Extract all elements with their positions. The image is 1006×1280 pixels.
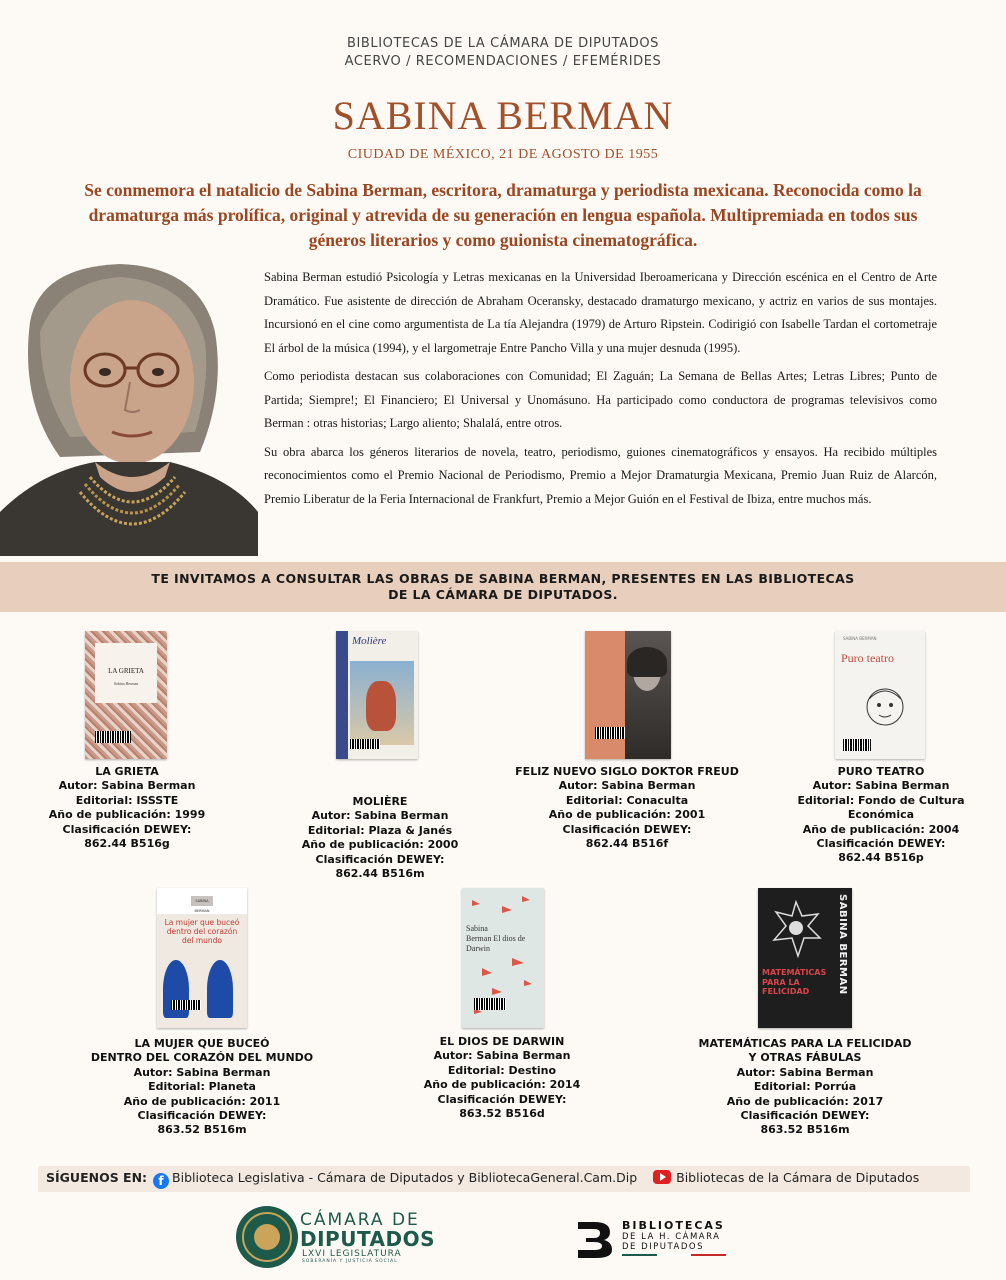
book-dewey: 862.44 B516g: [84, 837, 170, 851]
book-author: Autor: Sabina Berman: [133, 1065, 271, 1079]
book-dewey: 863.52 B516m: [760, 1123, 850, 1137]
invitation-text: [0, 571, 1006, 603]
book-publisher: Editorial: Conaculta: [565, 793, 689, 807]
camara-line-4: SOBERANÍA Y JUSTICIA SOCIAL: [302, 1259, 398, 1264]
book-classification-label: Clasificación DEWEY:: [137, 1109, 267, 1123]
flag-stripe: [622, 1254, 726, 1256]
book-dewey: 862.44 B516f: [585, 837, 669, 851]
cover-title: Berman El dios de Darwin: [466, 934, 526, 953]
book-title: MOLIÈRE: [352, 795, 408, 808]
book-year: Año de publicación: 2004: [802, 822, 960, 836]
header-line-2: ACERVO / RECOMENDACIONES / EFEMÉRIDES: [344, 54, 662, 69]
biography: [264, 266, 937, 516]
book-classification-label: Clasificación DEWEY:: [816, 837, 946, 851]
camara-seal-logo: [236, 1206, 298, 1268]
book-cover-el-dios-de-darwin[interactable]: [462, 888, 544, 1028]
book-title-line-1: MATEMÁTICAS PARA LA FELICIDAD: [698, 1037, 912, 1050]
invitation-line-2: DE LA CÁMARA DE DIPUTADOS.: [388, 587, 618, 602]
book-dewey: 863.52 B516m: [157, 1123, 247, 1137]
book-year: Año de publicación: 2011: [123, 1094, 281, 1108]
book-title-line-1: LA MUJER QUE BUCEÓ: [134, 1037, 270, 1050]
book-publisher: Editorial: Porrúa: [753, 1080, 857, 1094]
barcode: [595, 727, 625, 739]
bibliotecas-logo-icon: [574, 1220, 616, 1260]
author-portrait: [0, 262, 258, 556]
book-info-puro-teatro: [765, 765, 997, 866]
book-dewey: 862.44 B516p: [838, 851, 924, 865]
barcode: [171, 1000, 201, 1010]
barcode: [350, 739, 380, 749]
book-info-matematicas-felicidad: [680, 1037, 930, 1138]
book-title: LA GRIETA: [95, 765, 159, 778]
cover-title: La mujer que buceó dentro del corazón del mundo: [164, 918, 240, 945]
lead-paragraph: Se conmemora el natalicio de Sabina Berman, escritora, dramaturga y periodista mexicana. Reconocida como la dramaturga más prolífica, original y atrevida de su generación en lengua española. Multipremiada en todos sus géneros literarios y como guionista cinematográfica.: [84, 180, 922, 250]
book-publisher: Editorial: Destino: [447, 1063, 557, 1077]
book-classification-label: Clasificación DEWEY:: [437, 1092, 567, 1106]
facebook-icon[interactable]: f: [153, 1173, 169, 1189]
cover-author: SABINA BERMAN: [837, 894, 848, 995]
youtube-link[interactable]: Bibliotecas de la Cámara de Diputados: [676, 1170, 920, 1185]
camara-line-2: DIPUTADOS: [300, 1227, 436, 1251]
cover-author: SABINA BERMAN: [843, 636, 877, 641]
book-classification-label: Clasificación DEWEY:: [315, 852, 445, 866]
bib-line-3: DE DIPUTADOS: [622, 1242, 704, 1252]
youtube-icon[interactable]: [653, 1170, 671, 1184]
facebook-link[interactable]: Biblioteca Legislativa - Cámara de Diputados y BibliotecaGeneral.Cam.Dip: [172, 1170, 638, 1185]
book-cover-matematicas-felicidad[interactable]: [758, 888, 852, 1028]
cover-title: Puro teatro: [841, 651, 894, 665]
follow-label: SÍGUENOS EN:: [46, 1170, 148, 1185]
birth-info: CIUDAD DE MÉXICO, 21 DE AGOSTO DE 1955: [347, 147, 659, 162]
book-title-line-2: DENTRO DEL CORAZÓN DEL MUNDO: [90, 1051, 314, 1065]
book-year: Año de publicación: 2001: [548, 808, 706, 822]
book-info-feliz-nuevo-siglo: [505, 765, 749, 851]
camara-line-1: CÁMARA DE: [300, 1210, 420, 1230]
bio-paragraph-3: Su obra abarca los géneros literarios de novela, teatro, periodismo, guiones cinematográficos y ensayos. Ha recibido múltiples reconocimientos como el Premio Nacional de Periodismo, Premio a Mejor Dramaturgia Mexicana, Premio Juan Ruiz de Alarcón, Premio Liberatur de la Feria Internacional de Frankfurt, Premio a Mejor Guión en el Festival de Ibiza, entre muchos más.: [264, 444, 937, 506]
book-author: Autor: Sabina Berman: [311, 809, 449, 823]
book-publisher: Editorial: Plaza & Janés: [307, 823, 453, 837]
book-cover-feliz-nuevo-siglo[interactable]: [585, 631, 671, 759]
barcode: [474, 998, 506, 1010]
bib-line-1: BIBLIOTECAS: [622, 1219, 725, 1232]
cover-author: Sabina: [466, 924, 488, 933]
book-publisher: Editorial: Planeta: [148, 1080, 256, 1094]
book-year: Año de publicación: 1999: [48, 808, 206, 822]
social-links: [46, 1170, 919, 1189]
bib-line-2: DE LA H. CÁMARA: [622, 1232, 721, 1242]
camara-wordmark: [300, 1212, 450, 1264]
book-classification-label: Clasificación DEWEY:: [62, 822, 192, 836]
book-year: Año de publicación: 2014: [423, 1078, 581, 1092]
bibliotecas-wordmark: [622, 1220, 772, 1256]
book-info-la-mujer-que-buceo: [72, 1037, 332, 1138]
cover-author: SABINA BERMAN: [191, 896, 213, 906]
book-year: Año de publicación: 2017: [726, 1094, 884, 1108]
book-title: FELIZ NUEVO SIGLO DOKTOR FREUD: [515, 765, 739, 778]
book-year: Año de publicación: 2000: [301, 838, 459, 852]
book-classification-label: Clasificación DEWEY:: [562, 822, 692, 836]
page-title: SABINA BERMAN: [332, 93, 674, 138]
book-publisher: Editorial: Fondo de Cultura Económica: [797, 793, 965, 822]
bio-paragraph-2: Como periodista destacan sus colaboraciones con Comunidad; El Zaguán; La Semana de Bellas Artes; Letras Libres; Punto de Partida; Siempre!; El Financiero; El Universal y Unomásuno. Ha participado como conductora de programas televisivos como Berman : otras historias; Largo aliento; Shalalá, entre otros.: [264, 369, 937, 430]
book-title: EL DIOS DE DARWIN: [439, 1035, 565, 1048]
book-cover-la-mujer-que-buceo[interactable]: [157, 888, 247, 1028]
book-info-moliere: [283, 795, 477, 881]
book-author: Autor: Sabina Berman: [736, 1065, 874, 1079]
book-cover-la-grieta[interactable]: [85, 631, 167, 759]
book-cover-moliere[interactable]: [336, 631, 418, 759]
barcode: [843, 739, 871, 751]
cover-title: Molière: [352, 635, 387, 647]
invitation-line-1: TE INVITAMOS A CONSULTAR LAS OBRAS DE SABINA BERMAN, PRESENTES EN LAS BIBLIOTECAS: [151, 571, 855, 586]
book-title: PURO TEATRO: [837, 765, 925, 778]
book-cover-puro-teatro[interactable]: [835, 631, 925, 759]
book-author: Autor: Sabina Berman: [558, 779, 696, 793]
camara-line-3: LXVI LEGISLATURA: [302, 1249, 402, 1259]
book-info-el-dios-de-darwin: [405, 1035, 599, 1121]
barcode: [95, 731, 131, 743]
cover-title: MATEMÁTICAS PARA LA FELICIDAD: [762, 968, 827, 996]
book-author: Autor: Sabina Berman: [58, 779, 196, 793]
cover-author: Sabina Berman: [113, 681, 139, 686]
cover-title: LA GRIETA: [108, 667, 144, 675]
book-publisher: Editorial: ISSSTE: [75, 793, 179, 807]
book-author: Autor: Sabina Berman: [812, 779, 950, 793]
bio-paragraph-1: Sabina Berman estudió Psicología y Letras mexicanas en la Universidad Iberoamericana y Dirección escénica en el Centro de Arte Dramático. Fue asistente de dirección de Abraham Oceransky, destacado dramaturgo mexicano, y actriz en varios de sus montajes. Incursionó en el cine como argumentista de La tía Alejandra (1979) de Arturo Ripstein. Codirigió con Isabelle Tardan el cortometraje El árbol de la música (1994), y el largometraje Entre Pancho Villa y una mujer desnuda (1995).: [264, 270, 937, 355]
book-classification-label: Clasificación DEWEY:: [740, 1109, 870, 1123]
book-title-line-2: Y OTRAS FÁBULAS: [748, 1051, 862, 1065]
book-dewey: 863.52 B516d: [459, 1107, 545, 1121]
book-author: Autor: Sabina Berman: [433, 1049, 571, 1063]
book-dewey: 862.44 B516m: [335, 867, 425, 881]
book-info-la-grieta: [30, 765, 224, 851]
header-line-1: BIBLIOTECAS DE LA CÁMARA DE DIPUTADOS: [346, 36, 660, 51]
